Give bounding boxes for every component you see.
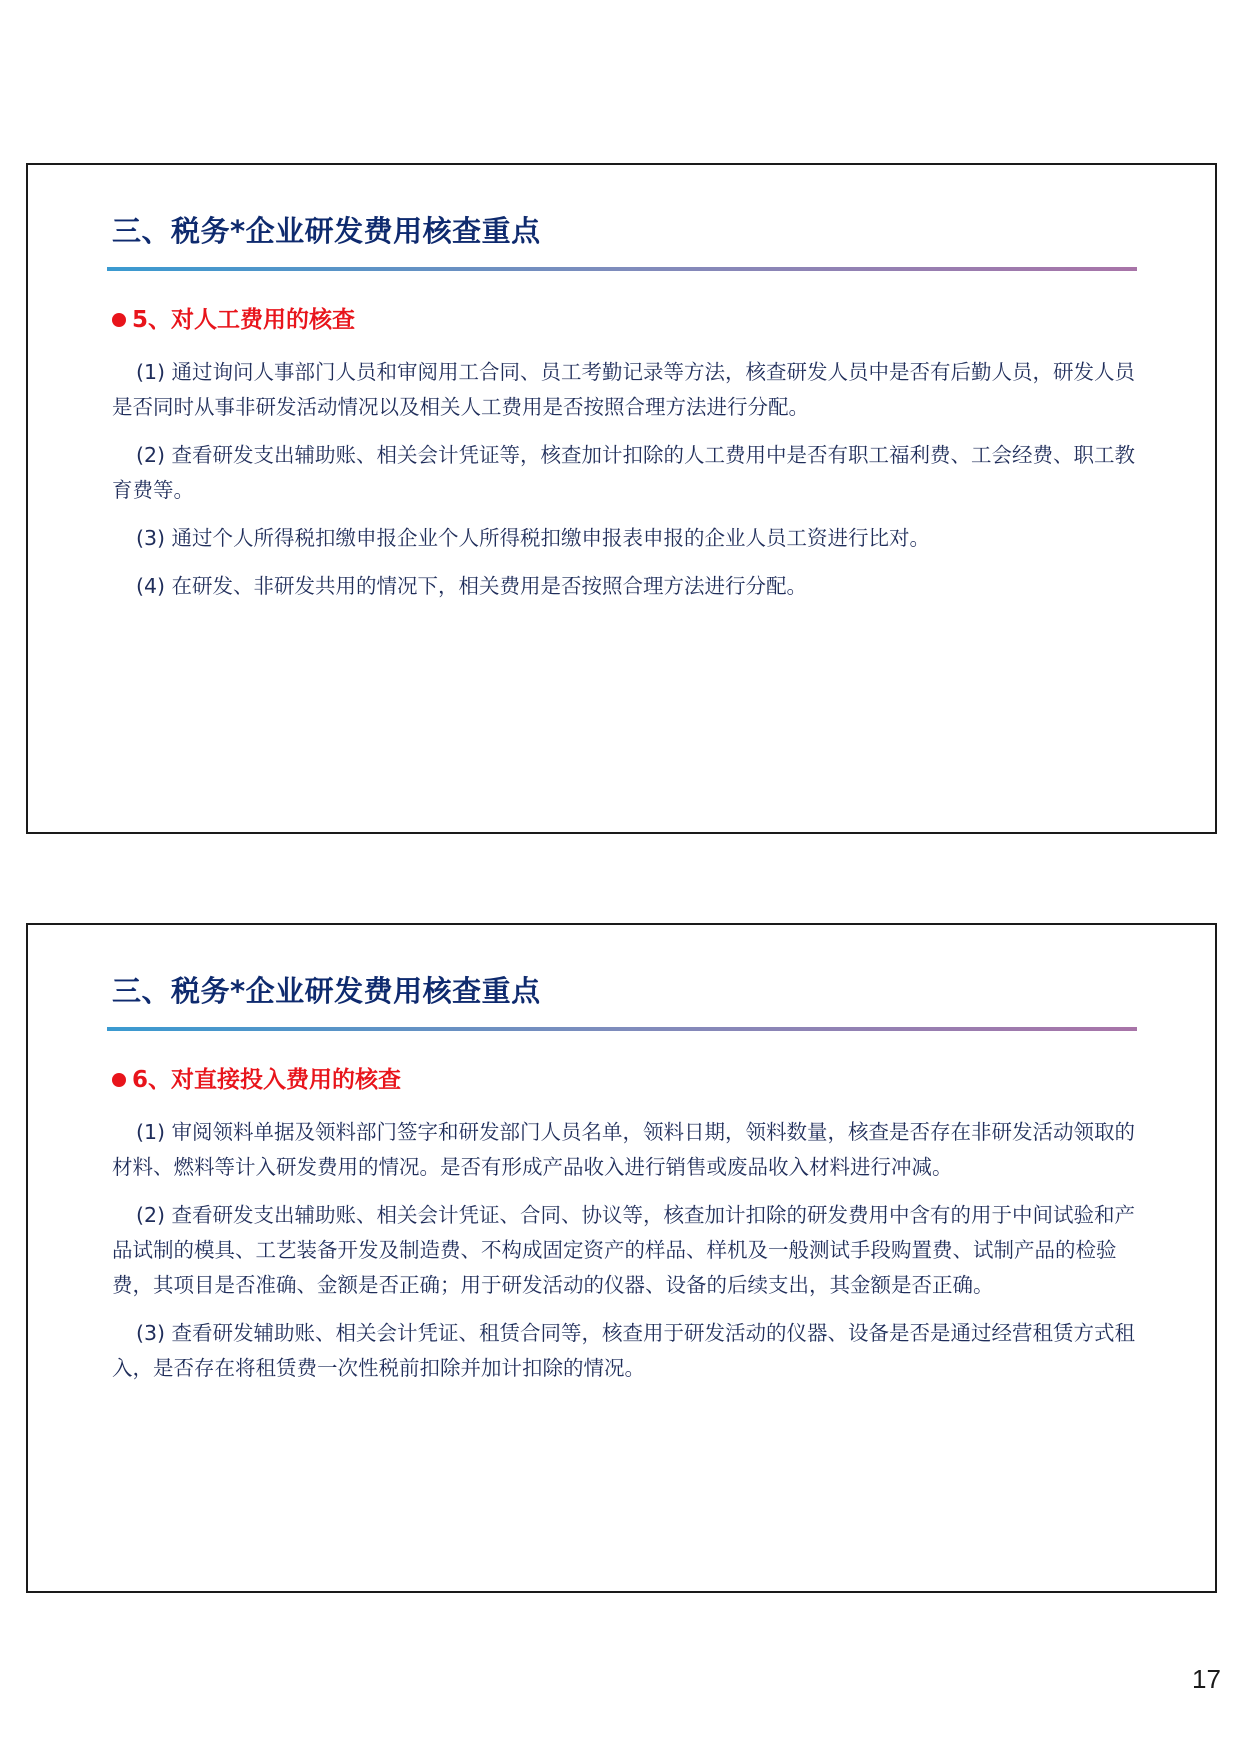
paragraph: (1) 通过询问人事部门人员和审阅用工合同、员工考勤记录等方法，核查研发人员中是否有后勤人员，研发人员是否同时从事非研发活动情况以及相关人工费用是否按照合理方法进行分配。 xyxy=(112,360,1136,419)
paragraph: (3) 通过个人所得税扣缴申报企业个人所得税扣缴申报表申报的企业人员工资进行比对。 xyxy=(136,526,931,550)
section-heading-text: 6、对直接投入费用的核查 xyxy=(132,1067,402,1093)
title-divider xyxy=(107,267,1137,271)
section-heading xyxy=(112,303,355,337)
title-divider xyxy=(107,1027,1137,1031)
slide-title: 三、税务*企业研发费用核查重点 xyxy=(112,974,541,1008)
bullet-dot-icon xyxy=(112,313,126,327)
paragraph: (1) 审阅领料单据及领料部门签字和研发部门人员名单，领料日期，领料数量，核查是否存在非研发活动领取的材料、燃料等计入研发费用的情况。是否有形成产品收入进行销售或废品收入材料进行冲减。 xyxy=(112,1120,1136,1179)
slide-body xyxy=(112,355,1142,617)
section-heading-text: 5、对人工费用的核查 xyxy=(132,307,356,333)
paragraph: (4) 在研发、非研发共用的情况下，相关费用是否按照合理方法进行分配。 xyxy=(136,574,808,598)
slide-body xyxy=(112,1115,1142,1399)
bullet-dot-icon xyxy=(112,1073,126,1087)
slide-title: 三、税务*企业研发费用核查重点 xyxy=(112,214,541,248)
paragraph: (2) 查看研发支出辅助账、相关会计凭证等，核查加计扣除的人工费用中是否有职工福利费、工会经费、职工教育费等。 xyxy=(112,443,1136,502)
slide-2 xyxy=(26,923,1217,1593)
slide-1 xyxy=(26,163,1217,834)
page-number: 17 xyxy=(1192,1664,1221,1694)
paragraph: (2) 查看研发支出辅助账、相关会计凭证、合同、协议等，核查加计扣除的研发费用中含有的用于中间试验和产品试制的模具、工艺装备开发及制造费、不构成固定资产的样品、样机及一般测试手段购置费、试制产品的检验费，其项目是否准确、金额是否正确；用于研发活动的仪器、设备的后续支出，其金额是否正确。 xyxy=(112,1203,1136,1297)
section-heading xyxy=(112,1063,401,1097)
paragraph: (3) 查看研发辅助账、相关会计凭证、租赁合同等，核查用于研发活动的仪器、设备是否是通过经营租赁方式租入，是否存在将租赁费一次性税前扣除并加计扣除的情况。 xyxy=(112,1321,1136,1380)
